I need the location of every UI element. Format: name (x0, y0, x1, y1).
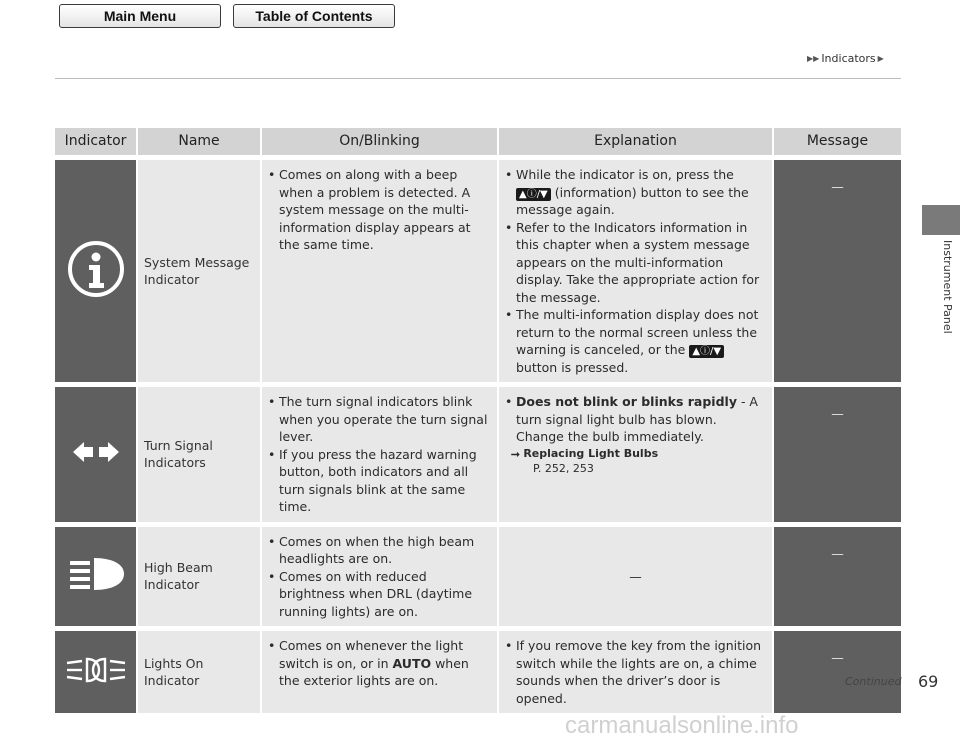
col-header-name: Name (136, 128, 260, 155)
section-tab-label: Instrument Panel (941, 240, 954, 334)
lights-on-icon (63, 655, 129, 685)
list-item: • If you press the hazard warning button, both indicators and all turn signals blink at the same time. (268, 446, 491, 516)
message-cell: — (772, 631, 901, 713)
col-header-on-blinking: On/Blinking (260, 128, 497, 155)
list-item (505, 166, 766, 219)
indicator-cell (55, 387, 136, 522)
list-item: • The turn signal indicators blink when you operate the turn signal lever. (268, 393, 491, 446)
info-icon (67, 240, 125, 298)
cross-reference-link[interactable] (511, 446, 766, 476)
indicator-name: System Message Indicator (136, 160, 260, 382)
header-rule (55, 78, 901, 79)
turn-signal-icon (71, 440, 121, 464)
explanation-text: button is pressed. (516, 359, 629, 375)
cross-reference-pages: P. 252, 253 (533, 461, 594, 475)
list-item: • Refer to the Indicators information in this chapter when a system message appears on the multi-information display. Take the appropriate action for the message. (505, 219, 766, 307)
breadcrumb-arrow-icon: ▶ (877, 54, 884, 63)
cross-reference-title: Replacing Light Bulbs (523, 446, 659, 460)
indicator-cell (55, 160, 136, 382)
info-select-button-icon: ▲ⓘ/▼ (689, 345, 724, 358)
col-header-message: Message (772, 128, 901, 155)
indicator-name: Turn Signal Indicators (136, 387, 260, 522)
high-beam-icon (64, 554, 128, 594)
auto-setting-label: AUTO (392, 655, 432, 671)
explanation-cell (497, 387, 772, 522)
list-item: • Comes on when the high beam headlights are on. (268, 533, 491, 568)
on-blinking-text: Comes on whenever the light switch is on, or in (279, 638, 464, 671)
table-row (55, 527, 901, 627)
explanation-text: (information) button to see the message again. (516, 184, 749, 217)
list-item (505, 306, 766, 376)
list-item: • If you remove the key from the ignition switch while the lights are on, a chime sounds when the driver’s door is opened. (505, 637, 766, 707)
breadcrumb (807, 52, 884, 65)
page-number: 69 (918, 672, 939, 691)
main-menu-button[interactable]: Main Menu (59, 4, 221, 28)
on-blinking-cell (260, 527, 497, 627)
explanation-text: The multi-information display does not return to the normal screen unless the warning is canceled, or the (516, 307, 759, 357)
indicator-cell (55, 527, 136, 627)
on-blinking-cell (260, 160, 497, 382)
on-blinking-cell (260, 631, 497, 713)
breadcrumb-link-indicators[interactable]: Indicators (821, 52, 876, 65)
message-cell: — (772, 527, 901, 627)
info-select-button-icon: ▲ⓘ/▼ (516, 188, 551, 201)
message-cell: — (772, 387, 901, 522)
message-cell: — (772, 160, 901, 382)
indicator-name: High Beam Indicator (136, 527, 260, 627)
list-item (505, 393, 766, 446)
table-row (55, 387, 901, 522)
table-row (55, 631, 901, 713)
indicator-cell (55, 631, 136, 713)
breadcrumb-arrow-icon: ▶▶ (807, 54, 820, 63)
watermark: carmanualsonline.info (565, 712, 799, 739)
table-row (55, 160, 901, 382)
list-item: • Comes on along with a beep when a problem is detected. A system message on the multi-information display appears at the same time. (268, 166, 491, 254)
table-header-row (55, 128, 901, 155)
indicators-table (55, 123, 901, 718)
explanation-cell (497, 160, 772, 382)
list-item: • Comes on with reduced brightness when DRL (daytime running lights) are on. (268, 568, 491, 621)
cross-reference-arrow-icon: ⭢ (511, 446, 520, 460)
warning-condition: Does not blink or blinks rapidly (516, 394, 737, 409)
continued-label: Continued (845, 675, 902, 688)
explanation-cell (497, 631, 772, 713)
list-item (268, 637, 491, 690)
on-blinking-text: when the exterior lights are on. (279, 655, 469, 688)
col-header-explanation: Explanation (497, 128, 772, 155)
indicator-name: Lights On Indicator (136, 631, 260, 713)
explanation-cell: — (497, 527, 772, 627)
on-blinking-cell (260, 387, 497, 522)
table-of-contents-button[interactable]: Table of Contents (233, 4, 395, 28)
explanation-text: - A turn signal light bulb has blown. Change the bulb immediately. (516, 394, 758, 444)
explanation-text: While the indicator is on, press the (516, 167, 734, 182)
section-tab-marker (922, 205, 960, 235)
col-header-indicator: Indicator (55, 128, 136, 155)
